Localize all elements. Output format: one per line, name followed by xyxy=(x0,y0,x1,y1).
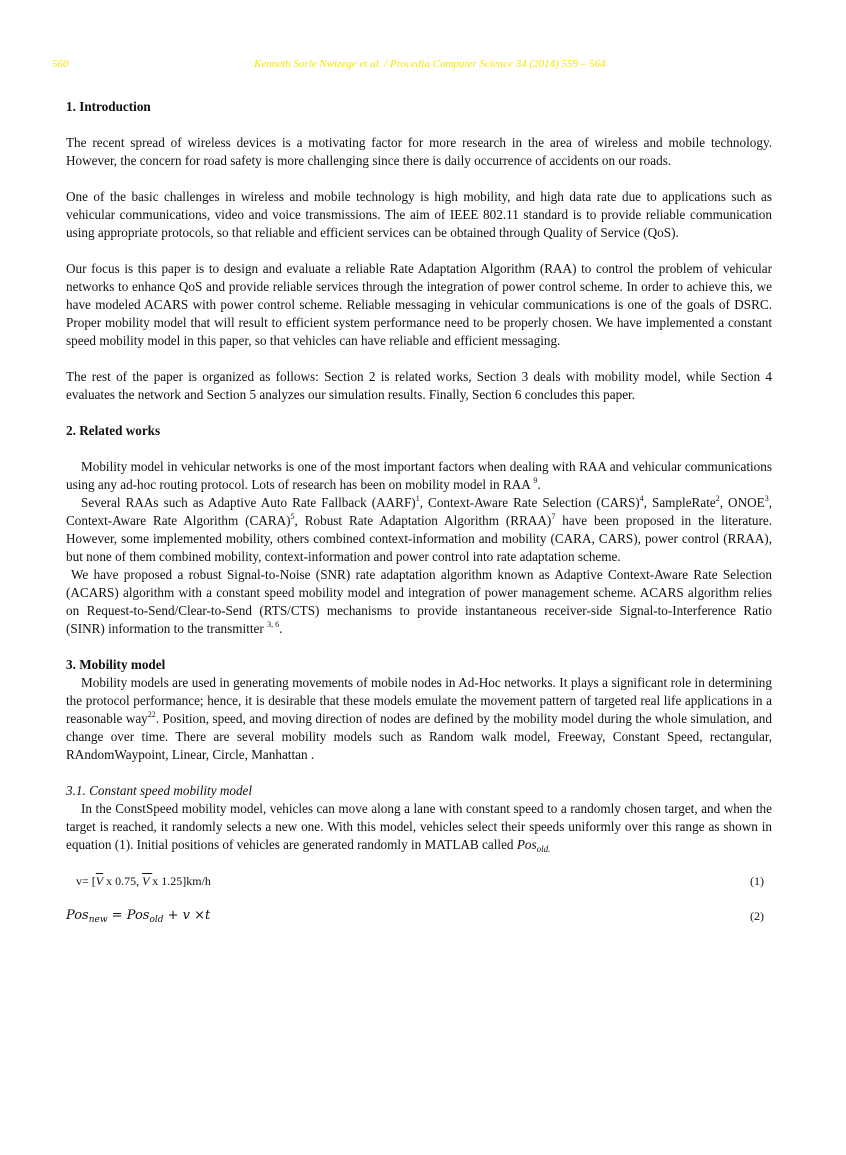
citation-ref: 5 xyxy=(290,512,295,521)
equation-2-number: (2) xyxy=(750,909,764,923)
equation-1 xyxy=(66,872,772,890)
related-paragraph-3: We have proposed a robust Signal-to-Noise (SNR) rate adaptation algorithm known as Adaptive Context-Aware Rate Selection (ACARS) algorithm with a constant speed mobility model and integration of power management scheme. ACARS algorithm relies on Request-to-Send/Clear-to-Send (RTS/CTS) mechanisms to provide instantaneous receiver-side Signal-to-Interference Ratio (SINR) information to the transmitter $^{3, 6}$. xyxy=(66,567,772,636)
page-number: 560 xyxy=(52,58,69,70)
related-paragraph-1: Mobility model in vehicular networks is one of the most important factors when dealing with RAA and vehicular communications using any ad-hoc routing protocol. Lots of research has been on mobility model in RAA $^9$. xyxy=(66,459,772,492)
intro-paragraph-3: Our focus is this paper is to design and evaluate a reliable Rate Adaptation Algorithm (RAA) to control the problem of vehicular networks to enhance QoS and provide reliable services through the integration of power control scheme. In order to achieve this, we have modeled ACARS with power control scheme. Reliable messaging in vehicular communications is one of the goals of DSRC. Proper mobility model that will result to efficient system performance need to be properly chosen. We have implemented a constant speed mobility model in this paper, so that vehicles can have reliable and efficient messaging. xyxy=(66,261,772,348)
constant-speed-paragraph: In the ConstSpeed mobility model, vehicles can move along a lane with constant speed to a randomly chosen target, and when the target is reached, it randomly selects a new one. With this model, vehicles select their speeds uniformly over this range as shown in equation (1). Initial positions of vehicles are generated randomly in MATLAB called Pos$_{old.}$ xyxy=(66,801,772,854)
heading-mobility-model: 3. Mobility model xyxy=(66,657,166,672)
intro-paragraph-1: The recent spread of wireless devices is a motivating factor for more research in the area of wireless and mobile technology. However, the concern for road safety is more challenging since there is daily occurrence of accidents on our roads. xyxy=(66,135,772,168)
citation-ref: 2 xyxy=(715,494,720,503)
equation-2 xyxy=(66,907,772,925)
equation-2-body: Pos$_{new}$ = Pos$_{old}$ + v ×t xyxy=(66,908,211,925)
citation-ref: 3 xyxy=(764,494,769,503)
citation-ref: 22 xyxy=(147,710,156,719)
citation-ref: 3, 6 xyxy=(267,620,280,629)
heading-constant-speed-model: 3.1. Constant speed mobility model xyxy=(66,783,253,798)
equation-1-body: $v= [\overline{V}$ x 0.75, V x 1.25]km/h xyxy=(76,874,211,888)
citation-ref: 1 xyxy=(415,494,420,503)
related-paragraph-2: Several RAAs such as Adaptive Auto Rate Fallback (AARF)$^1$, Context-Aware Rate Selection (CARS)$^4$, SampleRate$^2$, ONOE$^3$, Context-Aware Rate Algorithm (CARA)$^5$, Robust Rate Adaptation Algorithm (RRAA)$^7$ have been proposed in the literature. However, some implemented mobility, others combined context-information and mobility (CARA, CARS), power control (RRAA), but none of them combined mobility, context-information and power control into rate adaptation scheme. xyxy=(66,494,772,564)
heading-related-works: 2. Related works xyxy=(66,423,161,438)
heading-introduction: 1. Introduction xyxy=(66,99,151,114)
journal-citation: Kenneth Sorle Nwizege et al. / Procedia Computer Science 34 (2014) 559 – 564 xyxy=(254,58,606,70)
intro-paragraph-2: One of the basic challenges in wireless and mobile technology is high mobility, and high data rate due to applications such as vehicular communications, video and voice transmissions. The aim of IEEE 802.11 standard is to provide reliable communication using appropriate protocols, so that reliable and efficient services can be obtained through Quality of Service (QoS). xyxy=(66,189,772,240)
variable-pos: Pos xyxy=(516,837,537,852)
citation-ref: 4 xyxy=(639,494,644,503)
citation-ref: 7 xyxy=(551,512,556,521)
mobility-paragraph-1: Mobility models are used in generating movements of mobile nodes in Ad-Hoc networks. It plays a significant role in determining the protocol performance; hence, it is desirable that these models emulate the movement pattern of targeted real life applications in a reasonable way$^{22}$. Position, speed, and moving direction of nodes are defined by the mobility model during the whole simulation, and change over time. There are several mobility models such as Random walk model, Freeway, Constant Speed, rectangular, RAndomWaypoint, Linear, Circle, Manhattan . xyxy=(66,675,772,762)
citation-ref: 9 xyxy=(533,476,538,485)
equation-1-number: (1) xyxy=(750,874,764,888)
running-head xyxy=(52,58,772,74)
body-text xyxy=(66,98,772,925)
intro-paragraph-4: The rest of the paper is organized as follows: Section 2 is related works, Section 3 deals with mobility model, while Section 4 evaluates the network and Section 5 analyzes our simulation results. Finally, Section 6 concludes this paper. xyxy=(66,369,772,402)
